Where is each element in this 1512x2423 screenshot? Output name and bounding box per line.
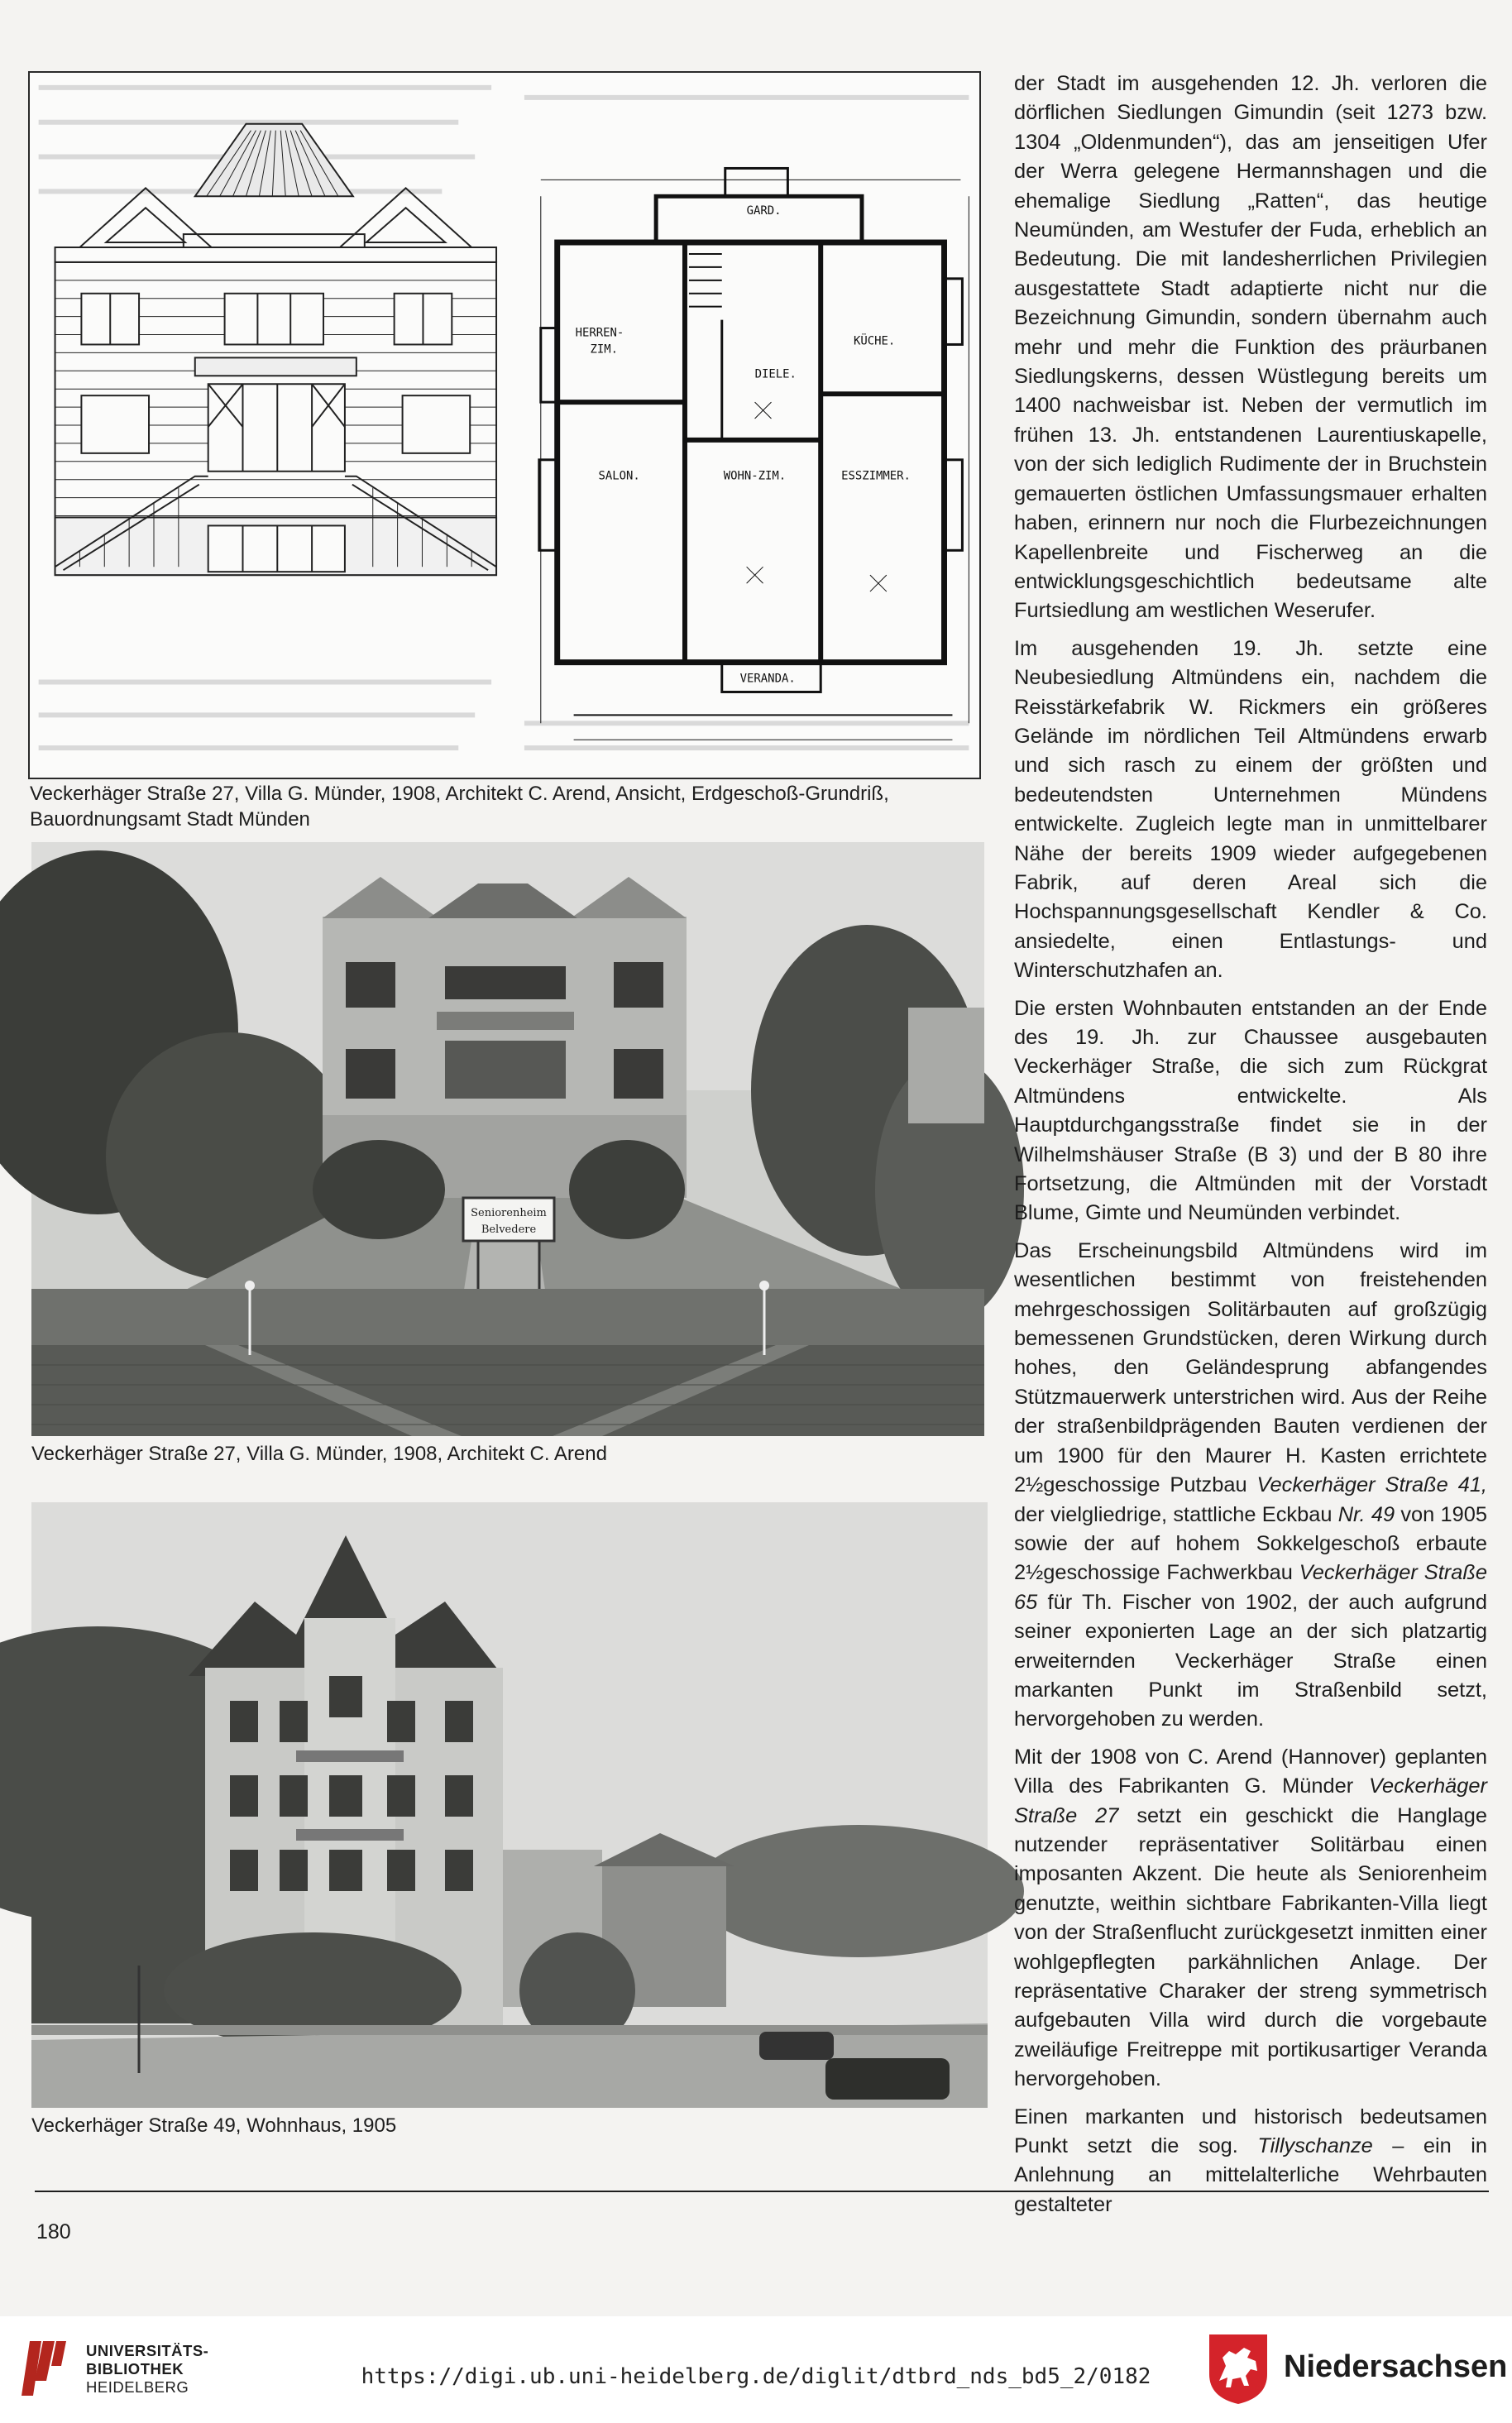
sign-text-line1: Seniorenheim	[471, 1207, 547, 1219]
plan-label-esszimmer: ESSZIMMER.	[841, 469, 911, 483]
architectural-drawing-figure	[28, 71, 981, 779]
drawing-caption: Veckerhäger Straße 27, Villa G. Münder, 1908, Architekt C. Arend, Ansicht, Erdgeschoß-Grundriß, Bauordnungsamt Stadt Münden	[30, 783, 889, 831]
villa-photo-illustration	[31, 842, 984, 1436]
plan-label-zim: ZIM.	[590, 342, 619, 357]
villa-photo-caption: Veckerhäger Straße 27, Villa G. Münder, 1908, Architekt C. Arend	[31, 1443, 607, 1465]
paragraph-6: Einen markanten und historisch bedeutsamen Punkt setzt die sog. Tillyschanze – ein in Anlehnung an mittelalterliche Wehrbauten gestalteter	[1014, 2105, 1488, 2216]
sign-text-line2: Belvedere	[481, 1223, 537, 1236]
wohnhaus-49-photo	[31, 1502, 988, 2108]
villa-muender-photo	[31, 842, 984, 1436]
document-url-link[interactable]: https://digi.ub.uni-heidelberg.de/diglit/dtbrd_nds_bd5_2/0182	[361, 2364, 1151, 2389]
plan-label-herren: HERREN-	[575, 326, 624, 340]
page-number: 180	[36, 2220, 71, 2243]
plan-label-veranda: VERANDA.	[739, 672, 796, 686]
plan-label-kueche: KÜCHE.	[854, 334, 896, 348]
page-footer-rule	[35, 2191, 1489, 2192]
paragraph-2: Im ausgehenden 19. Jh. setzte eine Neubesiedlung Altmündens ein, nachdem die Reisstärkefabrik W. Rickmers ein größeres Gelände im nördlichen Teil Altmündens erwarb und sich rasch zu einem der größten und bedeutendsten Unternehmen Mündens entwickelte. Zugleich legte man in unmittelbarer Nähe der bereits 1909 wieder aufgegebenen Fabrik, auf deren Areal sich die Hochspannungsgesellschaft Kendler & Co. ansiedelte, einen Entlastungs- und Winterschutzhafen an.	[1014, 636, 1487, 983]
paragraph-3: Die ersten Wohnbauten entstanden an der Ende des 19. Jh. zur Chaussee ausgebauten Veckerhäger Straße, die sich zum Rückgrat Altmündens entwickelte. Als Hauptdurchgangsstraße findet sie in der Wilhelmshäuser Straße (B 3) und der B 80 ihre Fortsetzung, die Altmünden mit der Vorstadt Blume, Gimte und Neumünden verbindet.	[1014, 996, 1487, 1225]
niedersachsen-wordmark: Niedersachsen	[1284, 2349, 1508, 2384]
elevation-and-floorplan-drawing	[30, 73, 979, 778]
niedersachsen-horse-logo-icon[interactable]	[1208, 2333, 1269, 2406]
plan-label-salon: SALON.	[598, 469, 640, 483]
house-photo-illustration	[31, 1502, 988, 2108]
plan-label-diele: DIELE.	[754, 367, 797, 381]
university-library-name: UNIVERSITÄTS- BIBLIOTHEK HEIDELBERG	[86, 2342, 209, 2396]
paragraph-5: Mit der 1908 von C. Arend (Hannover) geplanten Villa des Fabrikanten G. Münder Veckerhäger Straße 27 setzt ein geschickt die Hanglage nutzender repräsentativer Solitärbau einen imposanten Akzent. Die heute als Seniorenheim genutzte, weithin sichtbare Fabrikanten-Villa liegt von der Straßenflucht zurückgesetzt inmitten einer wohlgepflegten parkähnlichen Anlage. Der repräsentative Charaker der streng symmetrisch aufgebauten Villa wird durch die vorgebaute zweiläufige Freitreppe mit portikusartiger Veranda hervorgehoben.	[1014, 1745, 1488, 2091]
paragraph-4: Das Erscheinungsbild Altmündens wird im wesentlichen bestimmt von freistehenden mehrgeschossigen Solitärbauten auf großzügig bemessenen Grundstücken, deren Wirkung durch hohes, den Geländesprung abfangendes Stützmauerwerk unterstrichen wird. Aus der Reihe der straßenbildprägenden Bauten verdienen der um 1900 für den Maurer H. Kasten errichtete 2½geschossige Putzbau Veckerhäger Straße 41, der vielgliedrige, stattliche Eckbau Nr. 49 von 1905 sowie der auf hohem Sokkelgeschoß erbaute 2½geschossige Fachwerkbau Veckerhäger Straße 65 für Th. Fischer von 1902, der auch aufgrund seiner exponierten Lage an der sich platzartig erweiternden Veckerhäger Straße einen markanten Punkt im Straßenbild setzt, hervorgehoben zu werden.	[1014, 1238, 1487, 1731]
plan-label-gard: GARD.	[746, 204, 782, 218]
body-text-column	[1014, 69, 1488, 2216]
paragraph-1: der Stadt im ausgehenden 12. Jh. verloren die dörflichen Siedlungen Gimundin (seit 1273 bzw. 1304 „Oldenmunden“), das am jenseitigen Ufer der Werra gelegene Hermannshagen und die ehemalige Siedlung „Ratten“, das heutige Neumünden, am Westufer der Fuda, erheblich an Bedeutung. Die mit landesherrlichen Privilegien ausgestattete Stadt adaptierte nicht nur die Bezeichnung Gimundin, sondern übernahm auch mehr und mehr die Funktion des präurbanen Siedlungskerns, dessen Wüstlegung bereits um 1400 nachweisbar ist. Neben der vermutlich im frühen 13. Jh. entstandenen Laurentiuskapelle, von der sich lediglich Rudimente der in Bruchstein gemauerten östlichen Umfassungsmauer erhalten haben, erinnern nur noch die Flurbezeichnungen Kapellenbreite und Fischerweg an die entwicklungsgeschichtlich bedeutsame alte Furtsiedlung am westlichen Weserufer.	[1014, 72, 1487, 623]
house-photo-caption: Veckerhäger Straße 49, Wohnhaus, 1905	[31, 2114, 397, 2137]
plan-label-wohnzim: WOHN-ZIM.	[723, 469, 787, 483]
